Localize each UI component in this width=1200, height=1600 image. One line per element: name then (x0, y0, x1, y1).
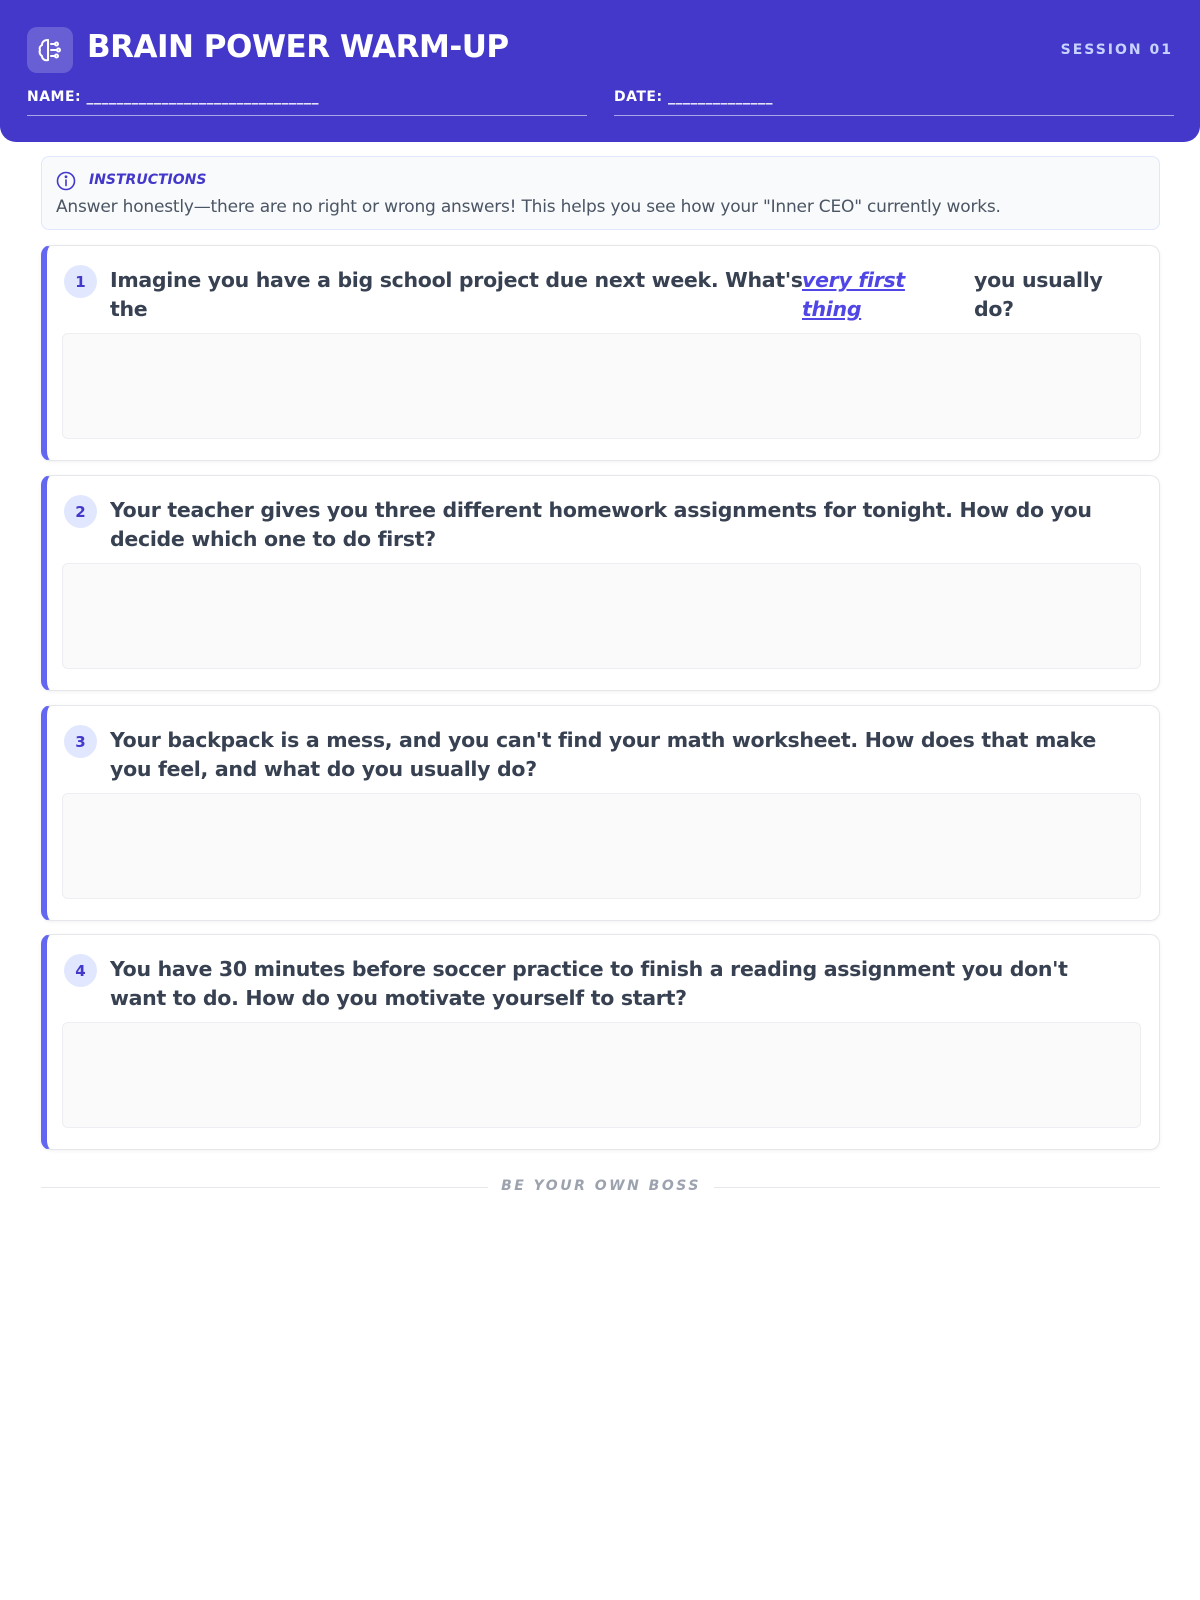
instructions-box (41, 156, 1160, 230)
answer-field[interactable] (62, 333, 1141, 439)
question-number: 2 (64, 495, 97, 528)
instructions-title: INSTRUCTIONS (89, 172, 207, 188)
question-card-2 (41, 475, 1160, 691)
page-header (0, 0, 1200, 142)
name-field[interactable]: NAME: _______________________________ (27, 89, 587, 116)
page-title: BRAIN POWER WARM-UP (87, 29, 509, 65)
date-field[interactable]: DATE: ______________ (614, 89, 1174, 116)
question-emphasis: thing (802, 297, 862, 321)
question-card-4 (41, 934, 1160, 1150)
footer-divider (41, 1187, 488, 1188)
brain-icon (27, 27, 73, 73)
question-text: Your backpack is a mess, and you can't find your math worksheet. How does that make you feel, and what do you usually do? (110, 728, 1096, 781)
question-card-3 (41, 705, 1160, 921)
footer-divider (714, 1187, 1160, 1188)
question-text: You have 30 minutes before soccer practice to finish a reading assignment you don't want to do. How do you motivate yourself to start? (110, 957, 1068, 1010)
session-label: SESSION 01 (1060, 42, 1173, 58)
question-text-part: Imagine you have a big school project due next week. What's (110, 268, 803, 292)
answer-field[interactable] (62, 793, 1141, 899)
instructions-text: Answer honestly—there are no right or wrong answers! This helps you see how your "Inner CEO" currently works. (56, 197, 1001, 217)
question-card-1 (41, 245, 1160, 461)
question-number: 3 (64, 725, 97, 758)
question-text-part: do? (974, 297, 1014, 321)
question-number: 4 (64, 954, 97, 987)
question-text: Your teacher gives you three different homework assignments for tonight. How do you decide which one to do first? (110, 498, 1092, 551)
answer-field[interactable] (62, 563, 1141, 669)
footer-tagline: BE YOUR OWN BOSS (501, 1178, 701, 1194)
question-number: 1 (64, 265, 97, 298)
question-emphasis: very first (802, 268, 905, 292)
question-text (110, 266, 1130, 326)
answer-field[interactable] (62, 1022, 1141, 1128)
question-text-part: you usually (974, 268, 1103, 292)
info-icon (55, 170, 77, 192)
question-text-part: the (110, 297, 148, 321)
